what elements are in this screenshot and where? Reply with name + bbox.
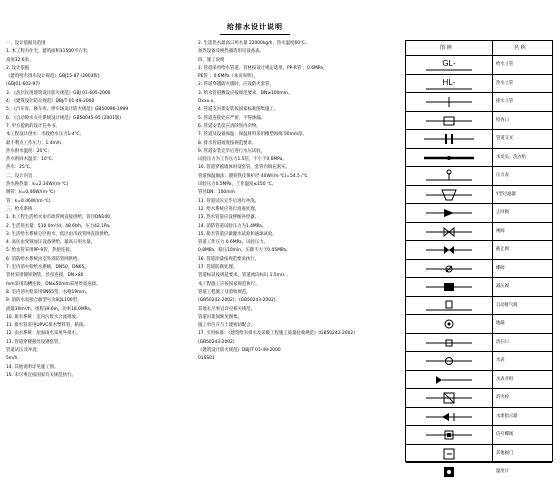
legend-row (406, 315, 552, 334)
legend-symbol-text: GL- (442, 59, 456, 68)
note-line: 试验压力为工作压力1.5倍，不小于0.6MPa。 (198, 157, 287, 163)
note-line: 2. 设计依据 (6, 65, 30, 71)
note-line: 管道吊架间距见图集。 (198, 314, 242, 320)
note-line: (GB50242-2002)，(GB50243-2002)。 (198, 298, 280, 304)
note-line: 8. 排水管道坡度按规范要求。 (198, 140, 257, 146)
note-line: Dxxx.x。 (198, 99, 218, 105)
note-line: (GB50243-2002) (198, 339, 235, 345)
note-line: 10. 排水系统：室内污废水合流排放。 (6, 314, 81, 320)
sheet-title: 给排水设计说明 (220, 22, 290, 35)
legend-symbol-icon (406, 149, 492, 167)
note-line: 5m/h. (6, 356, 19, 362)
legend-table (405, 40, 553, 474)
note-line: 高度32.6米。 (6, 57, 34, 63)
note-line: 8. 室内消火栓采用SN65型，水枪19mm。 (6, 289, 91, 295)
legend-symbol-text: HL- (442, 77, 456, 87)
legend-name: 温度计 (496, 469, 509, 474)
note-line: 热水：25℃。 (6, 165, 35, 171)
note-line: 热水供水温度：20℃； (6, 148, 52, 154)
legend-row (406, 149, 552, 168)
legend-symbol-icon (406, 389, 492, 407)
note-line: 0.8MPa，稳压10min，压降不大于0.05MPa。 (198, 248, 291, 254)
note-line: 施工单位应与土建密切配合。 (198, 323, 256, 329)
note-line: 13. 管道穿楼板处设钢套管。 (6, 339, 63, 345)
legend-name: 截止阀 (496, 247, 509, 252)
legend-name: 压力表 (496, 173, 509, 178)
legend-name: 蝶阀 (496, 265, 505, 271)
note-line: 2. 管道穿越防火墙时，应设防火套管。 (198, 82, 274, 88)
legend-name: 水龙头、洗衣机 (496, 154, 527, 160)
note-line: (GBJ01-602-97) (6, 82, 40, 88)
legend-row (406, 167, 552, 186)
note-line: 4. 《建筑设计防火规范》DBJ/T 01-49-2000 (6, 99, 95, 105)
legend-symbol-icon (406, 315, 492, 333)
note-line: 15. 未尽事宜按国家有关规范执行。 (6, 372, 76, 378)
note-line: 管材采用镀锌钢管，丝扣连接，DN>80 (6, 273, 84, 279)
note-line: 本工程施工应按国家规范执行。 (198, 281, 260, 287)
legend-name: 地漏 (496, 321, 505, 326)
note-line: 17. 引用标准：《建筑给水排水及采暖工程施工质量验收规范》(GB50242-2002) (198, 331, 355, 337)
legend-symbol-icon (406, 297, 492, 315)
note-line: 管道工作压力 0.6MPa，试验压力。 (198, 240, 268, 246)
note-line: 最不利点工作压力：1.4m/h； (6, 140, 66, 146)
note-line: 管道保温做法：镀锌铁皮保护层 40W/(m·℃)=54.5 /℃ (198, 173, 308, 179)
legend-name-header: 名 称 (514, 45, 526, 51)
legend-rows (406, 56, 552, 481)
legend-row (406, 186, 552, 205)
legend-symbol-icon (406, 408, 492, 426)
note-line: 9. 消防水泵接合器型号为SQL100型。 (6, 298, 82, 304)
note-line: 1. 本工程为住宅，建筑面积11500平方米， (6, 49, 92, 55)
legend-name: 排水立管 (496, 99, 514, 104)
legend-symbol-icon (406, 75, 492, 93)
note-line: 12. 给水系统应进行消毒处理。 (198, 206, 260, 212)
legend-row (406, 75, 552, 94)
legend-symbol-icon (406, 241, 492, 259)
legend-name: 给水立管 (496, 62, 514, 67)
legend-symbol-icon (406, 371, 492, 389)
note-line: 钢管：k=0.46W/(m·℃) (6, 190, 56, 196)
note-line: 7. 室内消火栓给水系统，DN50，DN65。 (6, 265, 89, 271)
note-line: 11. 管道试压完毕后进行冲洗。 (198, 198, 260, 204)
legend-row (406, 297, 552, 316)
legend-symbol-icon (406, 223, 492, 241)
legend-symbol-icon (406, 352, 492, 370)
legend-symbol-icon (406, 278, 492, 296)
note-line: 5. 给水管采用PP-R管，热熔连接。 (6, 248, 75, 254)
legend-header (406, 41, 552, 56)
legend-name: 止回阀 (496, 210, 509, 215)
legend-row (406, 352, 552, 371)
legend-name: 水表 (496, 358, 505, 363)
note-line: 11. 排水管采用UPVC排水塑料管，粘接。 (6, 323, 88, 329)
legend-symbol-icon (406, 130, 492, 148)
note-line: 7. 甲方提供的设计任务书。 (6, 123, 60, 129)
legend-symbol-icon (406, 426, 492, 444)
notes-left-column (6, 40, 196, 380)
note-line: 4. 高区由变频加压设备供给，最高日用水量。 (6, 240, 96, 246)
note-line: 12. 雨水系统：屋面雨水采用外排水。 (6, 331, 81, 337)
note-line: 1. 本工程生活给水由市政管网直接供给，管径DN100。 (6, 215, 115, 221)
legend-symbol-header: 图 例 (440, 45, 452, 51)
legend-symbol-icon (406, 334, 492, 352)
legend-name: 检查口 (496, 117, 509, 123)
note-line: 管道工程施工及验收规范。 (198, 289, 251, 295)
legend-symbol-icon (406, 260, 492, 278)
note-line: 14. 其他说明详见施工图。 (6, 364, 59, 370)
legend-symbol-icon (406, 112, 492, 130)
legend-symbol-icon (406, 445, 492, 463)
note-line: 13. 热水管道应设伸缩补偿器。 (198, 215, 260, 221)
note-line: 本工程设计供水：市政给水压力1-4℃； (6, 132, 84, 138)
legend-row (406, 463, 552, 481)
legend-symbol-icon (406, 463, 492, 481)
legend-row (406, 56, 552, 75)
note-line: 5. 《汽车库、修车库、停车场设计防火规范》GB50096-1999 (6, 107, 129, 113)
note-line: 6. 消防给水系统由室外消防管网供给。 (6, 256, 82, 262)
note-line: 15. 排水管道应做灌水试验和通球试验。 (198, 231, 277, 237)
note-line: 三、给水系统 (6, 206, 33, 212)
note-line: 管：k=0.46W/(m·℃) (6, 198, 51, 204)
note-line: 3. 《高层民用建筑设计防火规范》GBJ 01-605-2000 (6, 90, 111, 96)
legend-symbol-icon (406, 56, 492, 74)
legend-name: 水流指示器 (496, 413, 518, 419)
legend-name: Y型过滤器 (496, 191, 516, 197)
note-line: 二、设计内容 (6, 173, 33, 179)
note-line: 加热设备及换热器选用见设备表。 (198, 49, 264, 55)
legend-name: 热水立管 (496, 80, 514, 86)
note-line: 16. 管道涂漆按规范要求执行。 (198, 256, 260, 262)
legend-row (406, 445, 552, 464)
note-line: 其他未尽事宜详见相关规范。 (198, 306, 256, 312)
note-line: 管道试压及冲洗： (6, 347, 42, 353)
note-line: 《建筑给水排水设计规范》GBJ15-87 (2003版) (6, 74, 100, 80)
note-line: 14. 消防管道试验压力为1.4MPa。 (198, 223, 267, 229)
legend-row (406, 334, 552, 353)
note-line: 6. 管道安装前应清除管内杂物。 (198, 123, 261, 129)
legend-row (406, 371, 552, 390)
legend-name: 消火栓 (496, 395, 509, 400)
legend-name: 清扫口 (496, 339, 509, 345)
note-line: 10. 管道穿越墙体时设套管，套管内填充密实。 (198, 165, 290, 171)
note-line: 试验压力0.5MPa，工作温度≤150 ℃。 (198, 182, 277, 188)
note-line: 管径DN：100mm (198, 190, 235, 196)
note-line: 9. 管道安装完毕后进行水压试验。 (198, 148, 266, 154)
note-line: 流量30m³/h，扬程39.6m，功率18.0MPa。 (6, 306, 95, 312)
notes-middle-column (198, 40, 403, 364)
legend-row (406, 130, 552, 149)
legend-name: 闸阀 (496, 228, 505, 234)
legend-symbol-icon (406, 204, 492, 222)
legend-row (406, 260, 552, 279)
note-line: PE管 ；0.6MPa（本页说明）。 (198, 74, 259, 80)
note-line: 一、设计依据及范围 (6, 41, 46, 46)
legend-name: 管道交叉 (496, 136, 514, 141)
legend-name: 水表井组 (496, 376, 514, 382)
legend-name: 自动排气阀 (496, 302, 518, 308)
note-line: 17. 管道防腐处理。 (198, 265, 238, 271)
legend-row (406, 204, 552, 223)
legend-symbol-icon (406, 167, 492, 185)
note-line: 01SS01 (198, 356, 215, 362)
note-line: 7. 管道及设备保温：保温材料采用橡塑海绵 50mm厚。 (198, 132, 307, 138)
note-line: 管道标识按规范要求，管道流向标识 1.5m/s 。 (198, 273, 291, 279)
note-line: 热水换热量：k=2.34W/(m·℃) (6, 182, 69, 188)
note-line: 《建筑设计防火规范》DBJ/T 01-49-2000 (198, 347, 281, 353)
note-line: 3. 给水管道敷设应按规范要求，DN≥100mm。 (198, 90, 293, 96)
legend-name: 其他阀门 (496, 450, 514, 456)
note-line: 4. 管道支吊架安装按国家标准图集施工。 (198, 107, 279, 113)
legend-row (406, 389, 552, 408)
note-line: 6. 《自动喷水灭火系统设计规范》GB50045-95 (2001版) (6, 115, 121, 121)
legend-row (406, 241, 552, 260)
note-line: 1. 管道采用给水管道，管材按设计规定选用，PP-R管 ；0.6MPa， (198, 65, 328, 71)
legend-row (406, 426, 552, 445)
legend-name: 减压阀 (496, 284, 509, 289)
legend-symbol-icon (406, 186, 492, 204)
note-line: mm采用沟槽连接，DN≤50mm采用丝扣连接。 (6, 281, 101, 287)
note-line: 2. 生活热水最高日用水量 22000kg/h，热水温度60℃。 (198, 41, 310, 46)
legend-row (406, 408, 552, 427)
legend-row (406, 278, 552, 297)
legend-name: 信号蝶阀 (496, 432, 514, 437)
legend-row (406, 112, 552, 131)
note-line: 四、施工说明 (198, 57, 225, 63)
note-line: 3. 生活给水系统分区供水，低区由市政管网直接供给。 (6, 231, 113, 237)
note-line: 热水供回水温差：10℃； (6, 157, 57, 163)
legend-row (406, 223, 552, 242)
legend-row (406, 93, 552, 112)
note-line: 5. 管道连接处应严密，不得渗漏。 (198, 115, 266, 121)
legend-symbol-icon (406, 93, 492, 111)
note-line: 2. 生活用水量：510.0m³/d，48.6t/h，压力42.1Pa。 (6, 223, 114, 229)
